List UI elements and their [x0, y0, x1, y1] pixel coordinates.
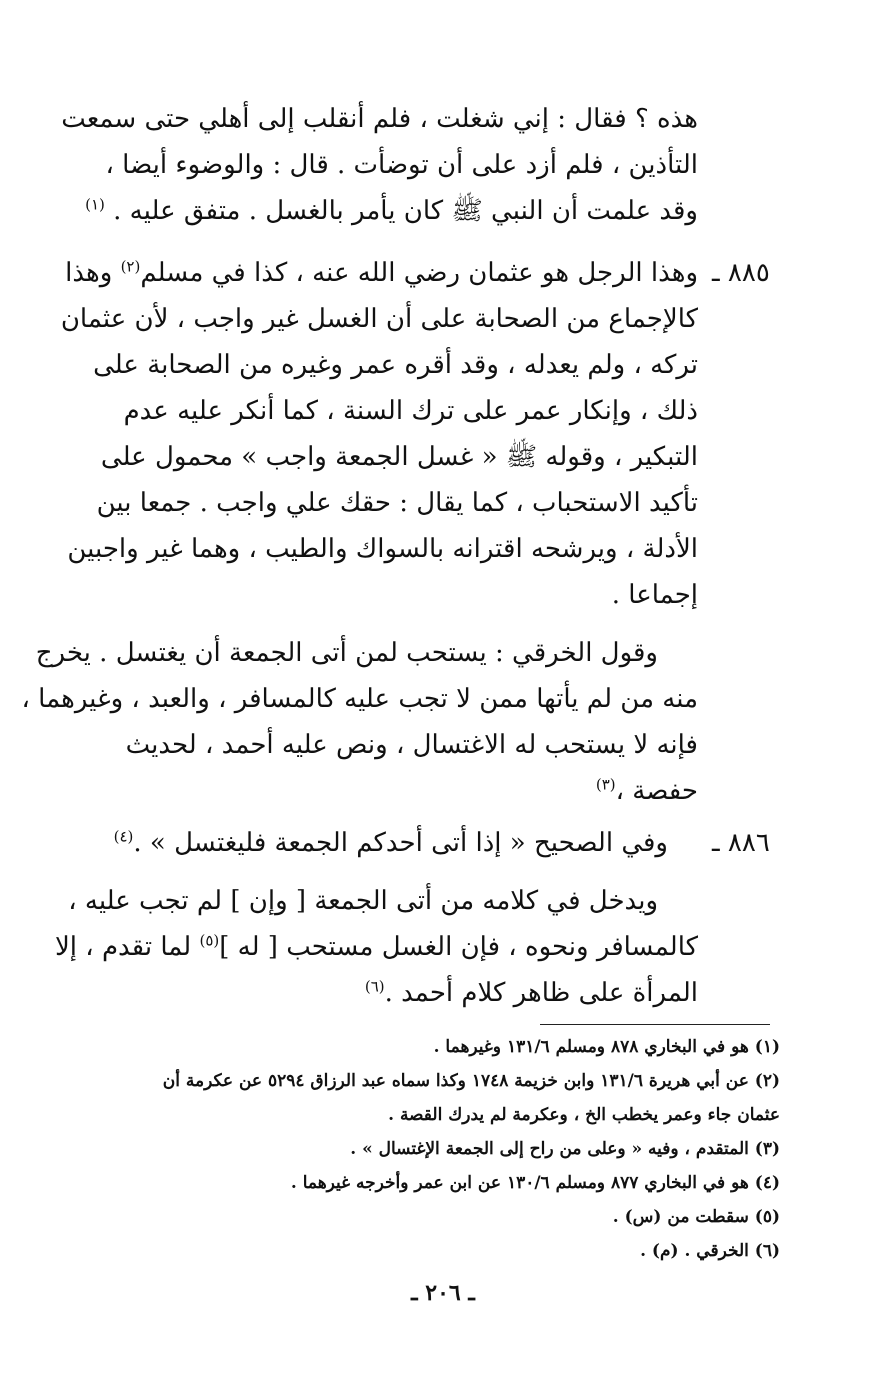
- footnote-marker: (١): [85, 195, 105, 214]
- text-line: منه من لم يأتها ممن لا تجب عليه كالمسافر ، والعبد ، وغيرهما ،: [21, 684, 698, 714]
- text-line-content: وقد علمت أن النبي ﷺ كان يأمر بالغسل . متفق عليه .: [113, 196, 698, 226]
- text-line-tail: لما تقدم ، إلا: [54, 932, 192, 962]
- text-line: الأدلة ، ويرشحه اقترانه بالسواك والطيب ، وهما غير واجبين: [67, 534, 698, 564]
- footnote-marker: (٢): [120, 257, 141, 276]
- text-line: [108, 768, 698, 814]
- text-line: تركه ، ولم يعدله ، وقد أقره عمر وغيره من الصحابة على: [93, 350, 698, 380]
- text-line-content: كالمسافر ونحوه ، فإن الغسل مستحب [ له ]: [219, 932, 698, 962]
- text-line: [54, 924, 698, 970]
- kharqi-paragraph: [21, 630, 698, 814]
- text-line-content: حفصة ،: [615, 776, 698, 806]
- text-line-content: المرأة على ظاهر كلام أحمد .: [384, 978, 698, 1008]
- footnote: (٤) هو في البخاري ٨٧٧ ومسلم ١٣٠/٦ عن ابن عمر وأخرجه غيرهما .: [290, 1173, 780, 1193]
- footnote-separator: [540, 1024, 770, 1025]
- section-number-886: ٨٨٦ ـ: [712, 828, 770, 858]
- intro-paragraph: [61, 96, 698, 234]
- footnote: (٢) عن أبي هريرة ١٣١/٦ وابن خزيمة ١٧٤٨ وكذا سماه عبد الرزاق ٥٢٩٤ عن عكرمة أن: [162, 1071, 780, 1091]
- text-line: كالإجماع من الصحابة على أن الغسل غير واجب ، لأن عثمان: [60, 304, 698, 334]
- text-line: ويدخل في كلامه من أتى الجمعة [ وإن ] لم تجب عليه ،: [68, 886, 658, 916]
- text-line: تأكيد الاستحباب ، كما يقال : حقك علي واجب . جمعا بين: [96, 488, 698, 518]
- footnote: (١) هو في البخاري ٨٧٨ ومسلم ١٣١/٦ وغيرهما .: [433, 1037, 780, 1057]
- text-line: التأذين ، فلم أزد على أن توضأت . قال : والوضوء أيضا ،: [105, 150, 698, 180]
- footnote-marker: (٥): [199, 931, 220, 950]
- text-line: [65, 250, 698, 296]
- page-number: ـ ٢٠٦ ـ: [411, 1280, 475, 1306]
- footnote-continuation: عثمان جاء وعمر يخطب الخ ، وعكرمة لم يدرك القصة .: [388, 1105, 780, 1125]
- text-line: [108, 820, 698, 866]
- footnote-marker: (٦): [364, 977, 385, 996]
- footnote-marker: (٣): [595, 775, 616, 794]
- footnotes: [110, 1030, 780, 1268]
- section-number-885: ٨٨٥ ـ: [712, 258, 770, 288]
- text-line: التبكير ، وقوله ﷺ « غسل الجمعة واجب » محمول على: [100, 442, 698, 472]
- text-line: وقول الخرقي : يستحب لمن أتى الجمعة أن يغتسل . يخرج: [35, 638, 658, 668]
- footnote: (٥) سقطت من (س) .: [612, 1207, 780, 1227]
- text-line: إجماعا .: [611, 580, 698, 610]
- text-line: فإنه لا يستحب له الاغتسال ، ونص عليه أحمد ، لحديث: [125, 730, 698, 760]
- text-line-tail: وهذا: [65, 258, 113, 288]
- footnote: (٣) المتقدم ، وفيه « وعلى من راح إلى الجمعة الإغتسال » .: [350, 1139, 780, 1159]
- text-line: [85, 188, 698, 234]
- text-line: هذه ؟ فقال : إني شغلت ، فلم أنقلب إلى أهلي حتى سمعت: [61, 104, 698, 134]
- text-line: [108, 970, 698, 1016]
- text-line-content: وهذا الرجل هو عثمان رضي الله عنه ، كذا في مسلم: [140, 258, 698, 288]
- section-885-paragraph: [60, 250, 698, 618]
- footnote-marker: (٤): [113, 827, 134, 846]
- footnote: (٦) الخرقي . (م) .: [640, 1241, 780, 1261]
- text-line-content: وفي الصحيح « إذا أتى أحدكم الجمعة فليغتسل » .: [133, 828, 668, 858]
- text-line: ذلك ، وإنكار عمر على ترك السنة ، كما أنكر عليه عدم: [123, 396, 698, 426]
- section-886-paragraph: [108, 820, 698, 866]
- final-paragraph: [54, 878, 698, 1016]
